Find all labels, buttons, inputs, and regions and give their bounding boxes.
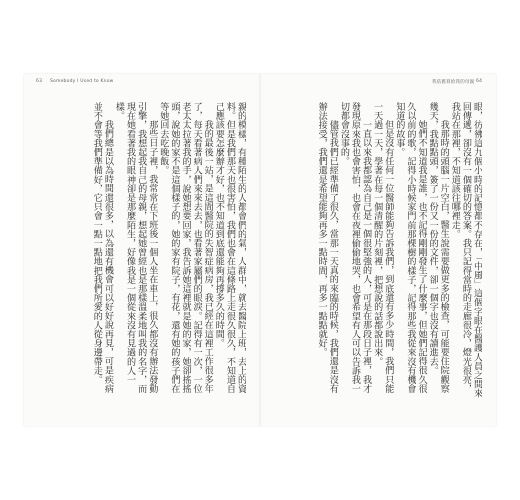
right-page-number: 64 xyxy=(476,79,483,84)
right-paragraph-2: 我那時的頭腦一片空白，醫生說需要做更多的檢查，可能要住院觀察幾天，我點點頭，簽了一份又一份的文件，卻一個字也沒有讀進去。 xyxy=(427,102,449,394)
right-paragraph-5: 一直以來我都認為自己是一個很堅強的人，可是在那段日子裡，我才發現原來我也會害怕，也會在夜裡偷偷地哭，也會希望有人可以告訴我一切都會沒事的。 xyxy=(338,102,372,394)
book-spread xyxy=(24,74,496,426)
right-running-title: 我依舊寫給我的母親 xyxy=(432,80,475,85)
left-paragraph-1: 親的模樣，有種陌生的人都會們的氣，人群中，就去醫院上班，去上的資料。但是我們那天也很害怕，我們也會在這條路上走很久很久，不知道自己應該要怎麼辦才好，也不知道到底還能夠再撐多久的時間。 xyxy=(213,102,246,394)
left-running-title: Somebody I Used to Know xyxy=(50,79,114,84)
right-paragraph-1: 眼，彷彿這九個小時的記憶都不存在，「中風」這個字眼在醫護人員之間來回傳遞，卻沒有一個確切的答案。我只記得當時的走廊很冷，燈光很亮，我站在那裡，不知道該往哪裡走。 xyxy=(449,102,482,398)
right-page-body xyxy=(272,102,482,402)
left-paragraph-4: 我們總是以為時間還很多，以為還有機會可以好好說再見，可是疾病並不會等我們準備好，它只會一點一點地把我們所愛的人從身邊帶走。 xyxy=(91,102,113,394)
left-page-body xyxy=(38,102,246,402)
left-paragraph-3: 那些日子裡，我常常在下班後一個人坐在車上，很久都沒有辦法發動引擎，我想起我自己的母親，想起她曾經也是那樣溫柔地叫我的名字，而現在她看著我的眼神卻是那麼陌生，好像我是一個從來沒有見過的人一樣。 xyxy=(113,102,158,394)
right-paragraph-4: 但是沒有任何一位醫師能夠告訴我們，到底還有多少時間，我們只能一天過一天，學著在每一個清醒的片刻裡，把想說的話都說出來。 xyxy=(372,102,394,394)
right-paragraph-3: 她們不知道我是誰，也不記得剛剛發生了什麼事，但她們記得很久很久以前的歌，記得小時候家門前那棵樹的樣子，記得那些我從來沒有機會知道的故事。 xyxy=(394,102,427,394)
left-paragraph-2: 我的最後一站，是這間醫院的失智症病房，我已經在這裡工作很多年了，每天看著病人們來來去去，也看著家屬們的眼淚。記得有一次，一位老太太拉著我的手，說她想要回家，我告訴她這裡就是她的家，她卻搖搖頭，說她的家不是這個樣子的，她的家有院子，有花，還有她的孩子們在等她回去吃晚飯。 xyxy=(158,102,213,394)
right-paragraph-6: 儘管我們已經準備了很久，當那一天真的來臨的時候，我們還是沒有辦法接受，我們還是希望能夠再多一點時間，再多一點點就好。 xyxy=(316,102,338,394)
book-gutter xyxy=(259,74,262,426)
left-page-number: 63 xyxy=(36,79,43,84)
